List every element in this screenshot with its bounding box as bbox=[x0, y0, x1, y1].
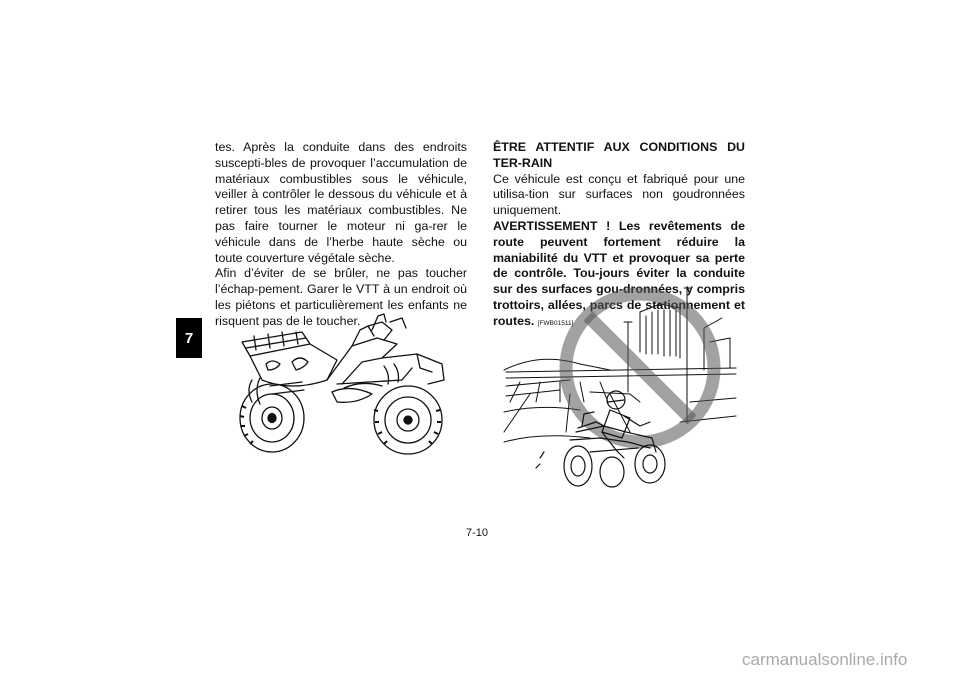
chapter-tab bbox=[176, 318, 202, 358]
intro-paragraph: Ce véhicule est conçu et fabriqué pour une utilisa-tion sur surfaces non goudronnées uniquement. bbox=[493, 171, 745, 218]
warning-text: Les revêtements de route peuvent fortement réduire la maniabilité du VTT et provoquer sa perte de contrôle. Tou-jours éviter la conduite sur des surfaces gou-dronnées, y compris trottoirs, allées, parcs de stationnement et routes. bbox=[493, 218, 746, 328]
atv-illustration bbox=[232, 310, 454, 460]
exhaust-paragraph-2: Afin d’éviter de se brûler, ne pas toucher l’échap-pement. Garer le VTT à un endroit où les piétons et particulièrement les enfants ne risquent pas de le toucher. bbox=[215, 266, 467, 328]
section-heading: ÊTRE ATTENTIF AUX CONDITIONS DU TER-RAIN bbox=[493, 140, 745, 170]
warning-label: AVERTISSEMENT ! bbox=[493, 218, 611, 233]
watermark-text: carmanualsonline.info bbox=[742, 650, 908, 669]
exhaust-paragraph-1: tes. Après la conduite dans des endroits suscepti-bles de provoquer l’accumulation de matériaux combustibles sous le véhicule, veiller à contrôler le dessous du véhicule et à retirer tous les matériaux combustibles. Ne pas faire tourner le moteur ni ga-rer le véhicule dans de l’herbe haute sèche ou toute couverture végétale sèche. bbox=[215, 140, 467, 265]
paved-road-prohibition-illustration bbox=[500, 282, 740, 490]
page-number: 7-10 bbox=[466, 527, 489, 539]
left-column bbox=[215, 140, 467, 330]
warning-code: [FWB01511] bbox=[537, 319, 574, 327]
chapter-number: 7 bbox=[184, 329, 194, 347]
